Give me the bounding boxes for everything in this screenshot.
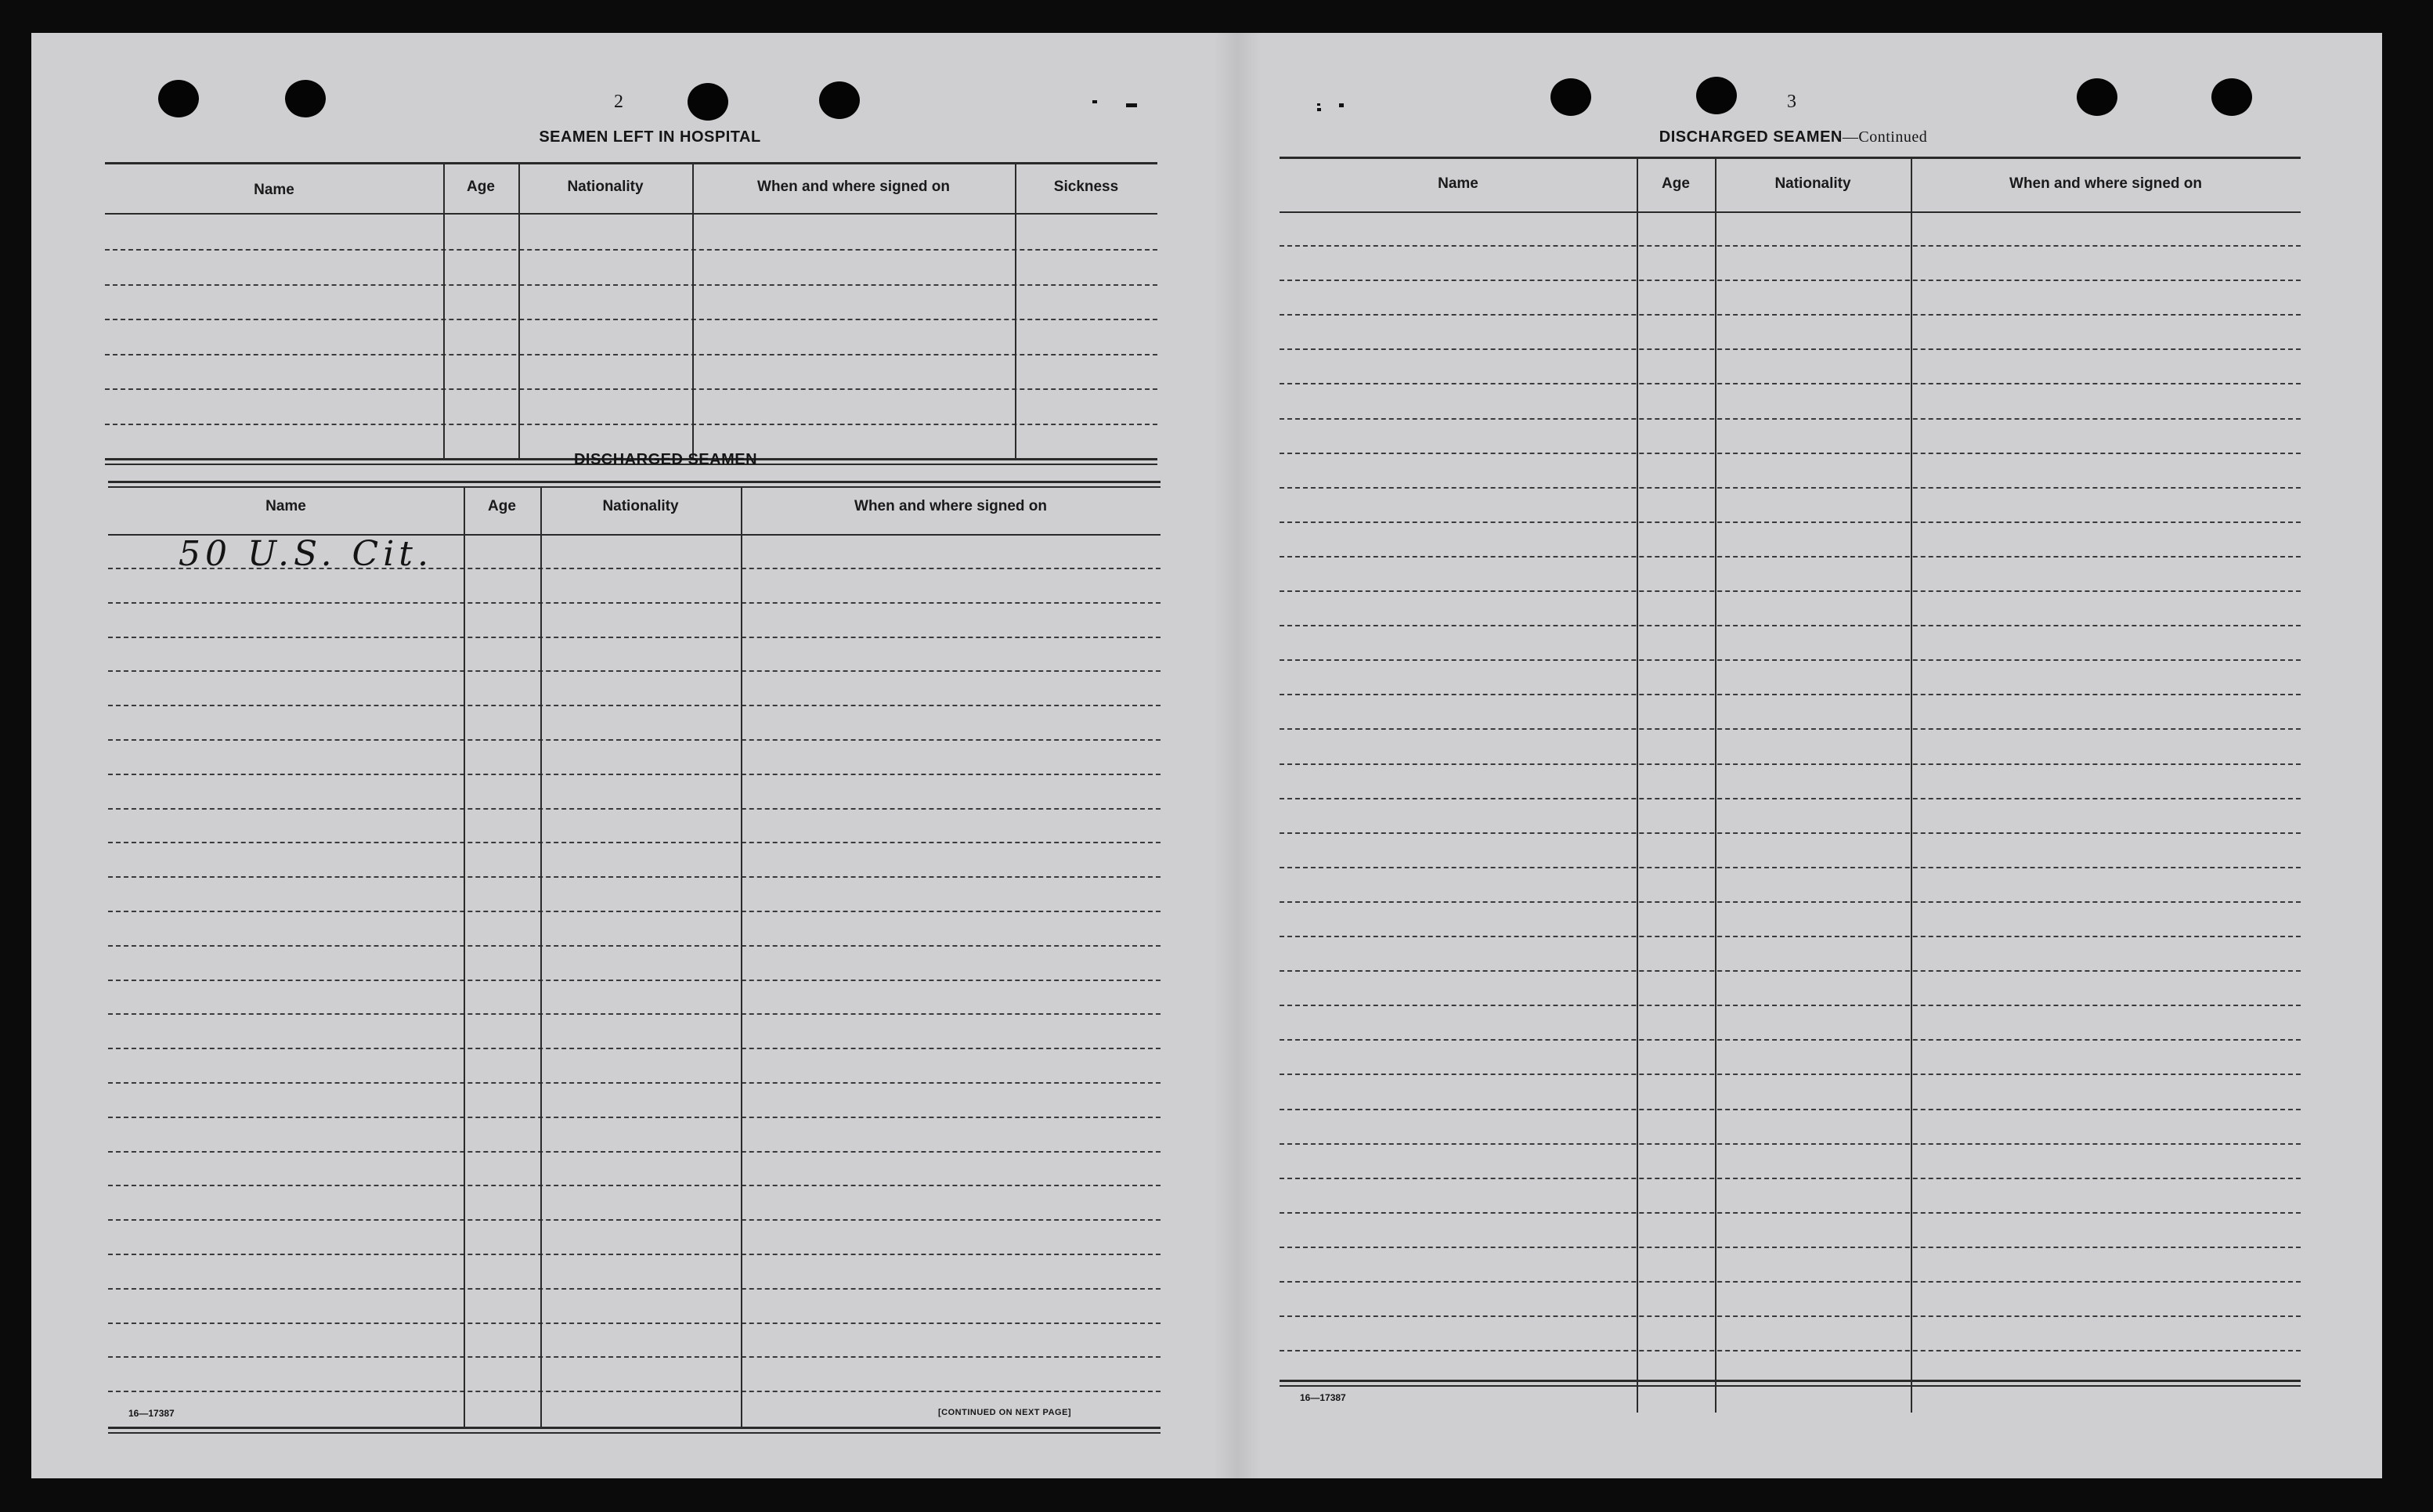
hospital-row-line [105,319,1157,320]
discharged-row-line [108,1185,1161,1186]
discharged-col-signed-on: When and where signed on [854,498,1047,514]
right-row-line [1280,453,2301,454]
hospital-col-divider [443,162,445,460]
discharged-row-line [108,945,1161,947]
discharged-row-line [108,1082,1161,1084]
right-bottom-rule-double [1280,1385,2301,1387]
right-row-line [1280,280,2301,281]
discharged-row-line [108,1117,1161,1118]
right-col-signed-on: When and where signed on [2009,175,2202,192]
right-col-divider [1637,157,1638,1413]
right-row-line [1280,832,2301,834]
discharged-top-rule [108,481,1161,483]
ink-speck [1317,108,1321,111]
right-col-nationality: Nationality [1774,175,1851,192]
right-row-line [1280,901,2301,903]
hospital-col-nationality: Nationality [567,179,644,195]
right-row-line [1280,1350,2301,1351]
right-row-line [1280,970,2301,972]
right-row-line [1280,1143,2301,1145]
right-col-divider [1715,157,1716,1413]
discharged-col-divider [741,486,742,1427]
discharged-row-line [108,1048,1161,1049]
right-row-line [1280,625,2301,626]
right-row-line [1280,418,2301,420]
discharged-col-divider [464,486,465,1427]
hospital-section-title: SEAMEN LEFT IN HOSPITAL [539,128,761,146]
right-row-line [1280,1039,2301,1041]
right-row-line [1280,556,2301,558]
right-row-line [1280,936,2301,937]
right-row-line [1280,245,2301,247]
right-title-continued: —Continued [1842,128,1928,146]
punch-hole [688,83,728,121]
right-row-line [1280,1247,2301,1248]
discharged-row-line [108,842,1161,843]
right-row-line [1280,590,2301,592]
right-bottom-rule [1280,1380,2301,1382]
discharged-col-name: Name [265,498,306,514]
ink-speck [1317,103,1320,106]
discharged-col-nationality: Nationality [602,498,679,514]
hospital-col-age: Age [467,179,495,195]
discharged-col-divider [540,486,542,1427]
right-row-line [1280,867,2301,868]
discharged-row-line [108,1391,1161,1392]
hospital-col-divider [1015,162,1016,460]
right-title-main: DISCHARGED SEAMEN [1659,128,1843,146]
right-page-number: 3 [1787,92,1796,112]
hospital-row-line [105,424,1157,425]
discharged-row-line [108,739,1161,741]
right-row-line [1280,1281,2301,1283]
hospital-col-signed-on: When and where signed on [757,179,950,195]
right-row-line [1280,314,2301,316]
discharged-row-line [108,911,1161,912]
left-page-number: 2 [614,92,623,112]
punch-hole [2077,78,2117,116]
discharged-row-line [108,980,1161,981]
punch-hole [158,80,199,117]
right-col-name: Name [1438,175,1478,192]
right-top-rule [1280,157,2301,159]
right-row-line [1280,728,2301,730]
right-col-age: Age [1662,175,1690,192]
punch-hole [1550,78,1591,116]
ink-speck [1092,100,1097,103]
right-footer-code: 16—17387 [1300,1392,1346,1403]
right-header-rule [1280,211,2301,213]
discharged-bottom-rule [108,1427,1161,1429]
punch-hole [285,80,326,117]
right-row-line [1280,659,2301,661]
discharged-bottom-rule-double [108,1432,1161,1434]
hospital-header-rule [105,213,1157,215]
discharged-row-line [108,670,1161,672]
right-row-line [1280,1005,2301,1006]
right-row-line [1280,763,2301,765]
right-row-line [1280,521,2301,523]
discharged-row-line [108,1323,1161,1324]
punch-hole [819,81,860,119]
punch-hole [2211,78,2252,116]
hospital-row-line [105,388,1157,390]
page-fold [1214,33,1261,1478]
right-row-line [1280,1315,2301,1317]
ink-speck [1339,103,1344,107]
hospital-row-line [105,354,1157,355]
hospital-col-name: Name [254,182,294,198]
right-row-line [1280,694,2301,695]
discharged-section-title: DISCHARGED SEAMEN [573,451,758,468]
left-footer-code: 16—17387 [128,1408,175,1419]
discharged-row-line [108,1356,1161,1358]
discharged-row-line [108,1013,1161,1015]
discharged-row-line [108,774,1161,775]
right-row-line [1280,798,2301,799]
discharged-row-line [108,1254,1161,1255]
discharged-row-line [108,602,1161,604]
right-row-line [1280,1074,2301,1075]
discharged-row-line [108,705,1161,706]
right-row-line [1280,1109,2301,1110]
ink-speck [1126,103,1137,107]
hospital-row-line [105,249,1157,251]
discharged-row-line [108,876,1161,878]
hospital-top-rule [105,162,1157,164]
right-row-line [1280,348,2301,350]
right-col-divider [1911,157,1912,1413]
discharged-row-line [108,1288,1161,1290]
hospital-col-divider [692,162,694,460]
right-row-line [1280,487,2301,489]
discharged-row-line [108,1219,1161,1221]
handwritten-entry: 50 U.S. Cit. [179,534,433,574]
discharged-top-rule-double [108,486,1161,488]
hospital-row-line [105,284,1157,286]
continued-note: [CONTINUED ON NEXT PAGE] [938,1408,1072,1417]
hospital-col-sickness: Sickness [1053,179,1119,195]
discharged-row-line [108,1151,1161,1153]
punch-hole [1696,77,1737,114]
discharged-row-line [108,808,1161,810]
form-sheet [31,33,2382,1478]
right-row-line [1280,383,2301,384]
hospital-col-divider [518,162,520,460]
right-row-line [1280,1212,2301,1214]
right-section-title [1535,128,2052,146]
discharged-col-age: Age [488,498,516,514]
right-row-line [1280,1178,2301,1179]
discharged-row-line [108,637,1161,638]
